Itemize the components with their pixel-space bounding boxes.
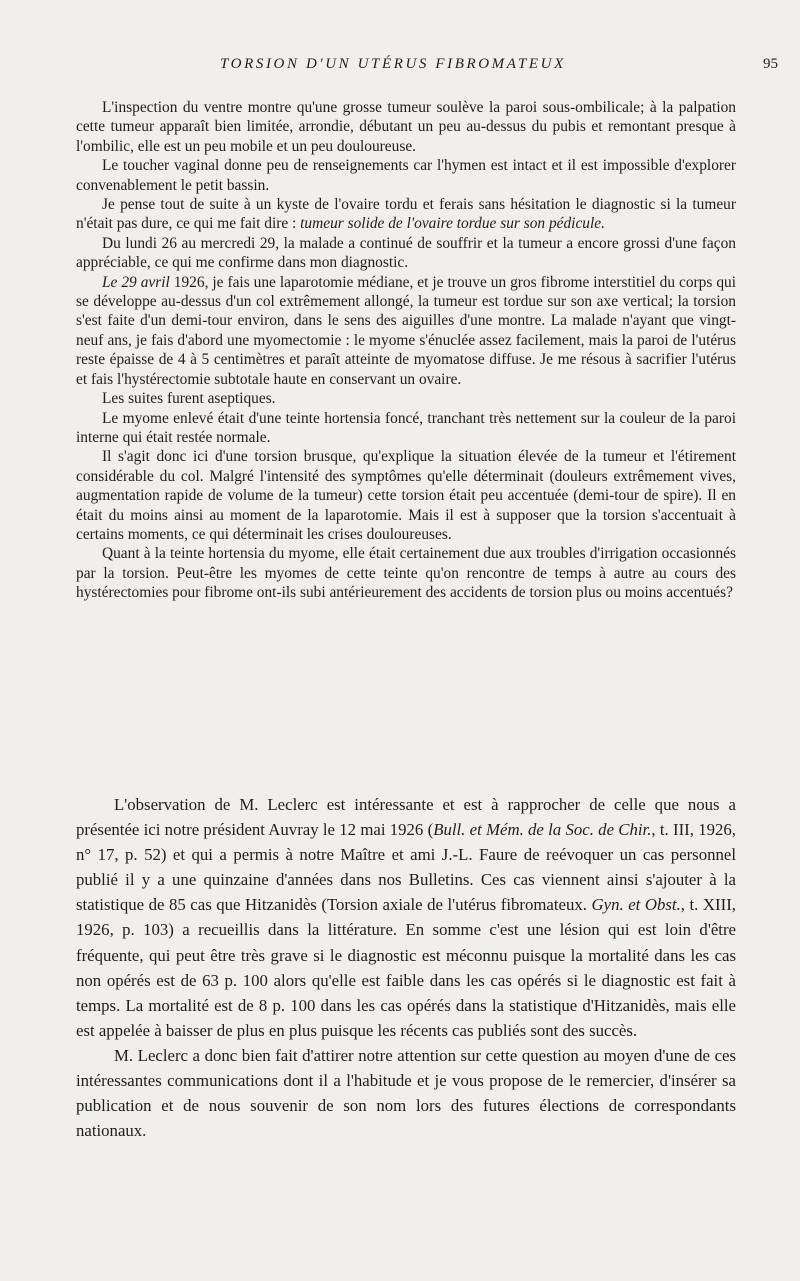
text-run: L'observation de M. Leclerc est intéressante et est à rapprocher de celle que nous a présentée ici notre président Auvray le 12 mai 1926 (	[76, 795, 736, 840]
paragraph: Quant à la teinte hortensia du myome, elle était certainement due aux troubles d'irrigation occasionnés par la torsion. Peut-être les myomes de cette teinte qu'on rencontre de temps à autre au cours des hystérectomies pour fibrome ont-ils subi antérieurement des accidents de torsion plus ou moins accentués?	[76, 545, 736, 602]
italic-date: Le 29 avril	[102, 273, 170, 291]
paragraph: Du lundi 26 au mercredi 29, la malade a continué de souffrir et la tumeur a encore grossi d'une façon appréciable, ce qui me confirme dans mon diagnostic.	[76, 234, 736, 272]
paragraph	[76, 195, 736, 234]
journal-reference: Bull. et Mém. de la Soc. de Chir.	[433, 820, 652, 840]
paragraph: Il s'agit donc ici d'une torsion brusque, qu'explique la situation élevée de la tumeur et l'étirement considérable du col. Malgré l'intensité des symptômes qu'elle déterminait (douleurs extrêmement vives, augmentation rapide de volume de la tumeur) cette torsion était peu accentuée (demi-tour de spire). Il en était du moins ainsi au moment de la laparotomie. Mais il est à supposer que la torsion s'accentuait à certains moments, ce qui déterminait les crises douloureuses.	[76, 448, 736, 543]
text-run: Je pense tout de suite à un kyste de l'ovaire tordu et ferais sans hésitation le diagnostic si la tumeur n'était pas dure, ce qui me fait dire :	[76, 196, 736, 233]
case-observation	[76, 98, 736, 603]
paragraph	[76, 273, 736, 389]
page-number: 95	[763, 56, 778, 72]
text-run: 1926, je fais une laparotomie médiane, et je trouve un gros fibrome interstitiel du corps qui se développe au-dessus d'un col extrêmement allongé, la tumeur est tordue sur son axe vertical; la torsion s'est faite d'un demi-tour environ, dans le sens des aiguilles d'une montre. La malade n'ayant que vingt-neuf ans, je fais d'abord une myomectomie : le myome s'énuclée assez facilement, mais la paroi de l'utérus reste épaisse de 4 à 5 centimètres et paraît atteinte de myomatose diffuse. Je me résous à sacrifier l'utérus et fais l'hystérectomie subtotale haute en conservant un ovaire.	[76, 273, 737, 388]
italic-diagnosis: tumeur solide de l'ovaire tordue sur son pédicule.	[300, 215, 605, 233]
paragraph	[76, 792, 736, 1043]
paragraph: M. Leclerc a donc bien fait d'attirer notre attention sur cette question au moyen d'une de ces intéressantes communications dont il a l'habitude et je vous propose de le remercier, d'insérer sa publication et de nous souvenir de son nom lors des futures élections de correspondants nationaux.	[76, 1045, 736, 1141]
text-run: , t. III, 1926, n° 17, p. 52) et qui a permis à notre Maître et ami J.-L. Faure de reévoquer un cas personnel publié il y a une quinzaine d'années dans nos Bulletins. Ces cas viennent ainsi s'ajouter à la statistique de 85 cas que Hitzanidès (Torsion axiale de l'utérus fibromateux.	[76, 820, 736, 915]
paragraph: Les suites furent aseptiques.	[102, 390, 276, 408]
rapporteur-commentary	[76, 792, 736, 1143]
text-run: , t. XIII, 1926, p. 103) a recueillis dans la littérature. En somme c'est une lésion qui est loin d'être fréquente, qui peut être très grave si le diagnostic est méconnu puisque la mortalité dans les cas non opérés est de 63 p. 100 alors qu'elle est faible dans les cas opérés si le diagnostic est fait à temps. La mortalité est de 8 p. 100 dans les cas opérés dans la statistique d'Hitzanidès, mais elle est appelée à baisser de plus en plus puisque les récents cas publiés sont des succès.	[76, 895, 737, 1040]
paragraph: Le myome enlevé était d'une teinte hortensia foncé, tranchant très nettement sur la couleur de la paroi interne qui était restée normale.	[76, 409, 736, 446]
journal-reference: Gyn. et Obst.	[591, 895, 681, 915]
running-title: TORSION D'UN UTÉRUS FIBROMATEUX	[220, 56, 566, 72]
paragraph: L'inspection du ventre montre qu'une grosse tumeur soulève la paroi sous-ombilicale; à la palpation cette tumeur apparaît bien limitée, arrondie, débutant un peu au-dessus du pubis et remontant presque à l'ombilic, elle est un peu mobile et un peu douloureuse.	[76, 99, 736, 155]
paragraph: Le toucher vaginal donne peu de renseignements car l'hymen est intact et il est impossible d'explorer convenablement le petit bassin.	[76, 157, 736, 194]
page-header	[0, 56, 800, 80]
